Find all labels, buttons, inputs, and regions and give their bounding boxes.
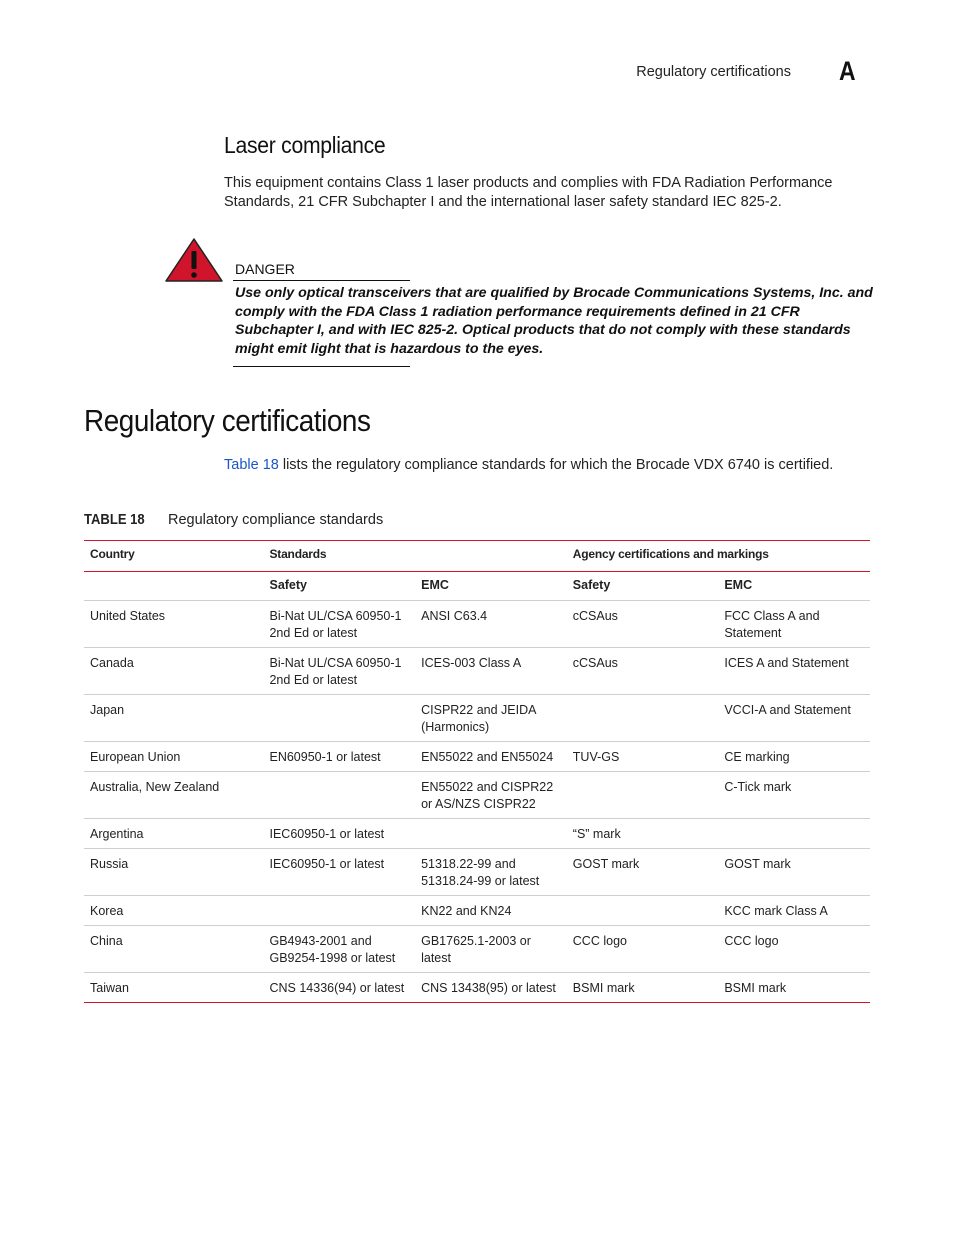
laser-compliance-heading: Laser compliance [224, 132, 386, 158]
cell-safety: EN60950-1 or latest [263, 742, 415, 772]
header-agency: Agency certifications and markings [567, 541, 870, 572]
cell-country: United States [84, 601, 263, 648]
cell-agency-safety: BSMI mark [567, 973, 719, 1003]
appendix-letter: A [839, 56, 856, 86]
cell-safety: CNS 14336(94) or latest [263, 973, 415, 1003]
cell-safety [263, 772, 415, 819]
table-row [84, 973, 870, 1003]
running-header: Regulatory certifications [636, 64, 791, 80]
table-row [84, 772, 870, 819]
cell-agency-emc: ICES A and Statement [718, 648, 870, 695]
laser-compliance-body: This equipment contains Class 1 laser products and complies with FDA Radiation Performance Standards, 21 CFR Subchapter I and the international laser safety standard IEC 825-2. [224, 175, 833, 210]
cell-agency-safety: GOST mark [567, 849, 719, 896]
table-subheader-row [84, 572, 870, 601]
table-caption-text: Regulatory compliance standards [168, 512, 384, 528]
cell-country: Australia, New Zealand [84, 772, 263, 819]
regulatory-certifications-heading: Regulatory certifications [84, 403, 371, 438]
cell-emc: 51318.22-99 and 51318.24-99 or latest [415, 849, 567, 896]
cell-country: Japan [84, 695, 263, 742]
regulatory-intro-text: lists the regulatory compliance standards for which the Brocade VDX 6740 is certified. [278, 457, 834, 473]
cell-emc: ICES-003 Class A [415, 648, 567, 695]
table-row [84, 926, 870, 973]
cell-country: Russia [84, 849, 263, 896]
cell-country: Canada [84, 648, 263, 695]
cell-agency-safety [567, 695, 719, 742]
cell-emc [415, 819, 567, 849]
table-row [84, 695, 870, 742]
danger-label: DANGER [235, 261, 295, 277]
cell-safety [263, 896, 415, 926]
cell-agency-safety [567, 896, 719, 926]
subheader-emc: EMC [415, 572, 567, 601]
cell-emc: ANSI C63.4 [415, 601, 567, 648]
danger-warning-icon [164, 237, 224, 283]
cell-emc: GB17625.1-2003 or latest [415, 926, 567, 973]
cell-agency-emc: FCC Class A and Statement [718, 601, 870, 648]
table-header-row [84, 541, 870, 572]
cell-safety: GB4943-2001 and GB9254-1998 or latest [263, 926, 415, 973]
cell-safety: IEC60950-1 or latest [263, 819, 415, 849]
danger-rule-top [233, 280, 410, 281]
cell-safety: IEC60950-1 or latest [263, 849, 415, 896]
regulatory-table [84, 540, 870, 1003]
subheader-agency-safety: Safety [567, 572, 719, 601]
subheader-safety: Safety [263, 572, 415, 601]
subheader-blank [84, 572, 263, 601]
regulatory-intro [224, 456, 864, 475]
cell-agency-emc: GOST mark [718, 849, 870, 896]
cell-emc: KN22 and KN24 [415, 896, 567, 926]
danger-rule-bottom [233, 366, 410, 367]
table-row [84, 648, 870, 695]
table-row [84, 849, 870, 896]
subheader-agency-emc: EMC [718, 572, 870, 601]
cell-country: Korea [84, 896, 263, 926]
cell-country: Argentina [84, 819, 263, 849]
cell-emc: EN55022 and EN55024 [415, 742, 567, 772]
table-row [84, 601, 870, 648]
cell-safety [263, 695, 415, 742]
cell-agency-safety: cCSAus [567, 648, 719, 695]
table-18-link[interactable]: Table 18 [224, 457, 279, 473]
cell-agency-emc: KCC mark Class A [718, 896, 870, 926]
cell-agency-safety [567, 772, 719, 819]
cell-agency-safety: TUV-GS [567, 742, 719, 772]
cell-agency-emc: CE marking [718, 742, 870, 772]
cell-safety: Bi-Nat UL/CSA 60950-1 2nd Ed or latest [263, 648, 415, 695]
danger-text: Use only optical transceivers that are qualified by Brocade Communications Systems, Inc. and comply with the FDA Class 1 radiation performance requirements defined in 21 CFR Subchapter I, and with IEC 825-2. Optical products that do not comply with these standards might emit light that is hazardous to the eyes. [235, 285, 873, 357]
cell-agency-emc: BSMI mark [718, 973, 870, 1003]
cell-agency-safety: “S” mark [567, 819, 719, 849]
cell-country: European Union [84, 742, 263, 772]
cell-agency-emc: VCCI-A and Statement [718, 695, 870, 742]
cell-emc: EN55022 and CISPR22 or AS/NZS CISPR22 [415, 772, 567, 819]
cell-agency-emc: CCC logo [718, 926, 870, 973]
cell-safety: Bi-Nat UL/CSA 60950-1 2nd Ed or latest [263, 601, 415, 648]
cell-agency-safety: cCSAus [567, 601, 719, 648]
table-caption [84, 512, 383, 528]
header-country: Country [84, 541, 263, 572]
cell-emc: CNS 13438(95) or latest [415, 973, 567, 1003]
cell-agency-emc: C-Tick mark [718, 772, 870, 819]
cell-country: Taiwan [84, 973, 263, 1003]
cell-country: China [84, 926, 263, 973]
table-row [84, 896, 870, 926]
table-row [84, 819, 870, 849]
header-standards: Standards [263, 541, 566, 572]
table-row [84, 742, 870, 772]
cell-agency-safety: CCC logo [567, 926, 719, 973]
cell-agency-emc [718, 819, 870, 849]
table-label: TABLE 18 [84, 512, 145, 528]
cell-emc: CISPR22 and JEIDA (Harmonics) [415, 695, 567, 742]
